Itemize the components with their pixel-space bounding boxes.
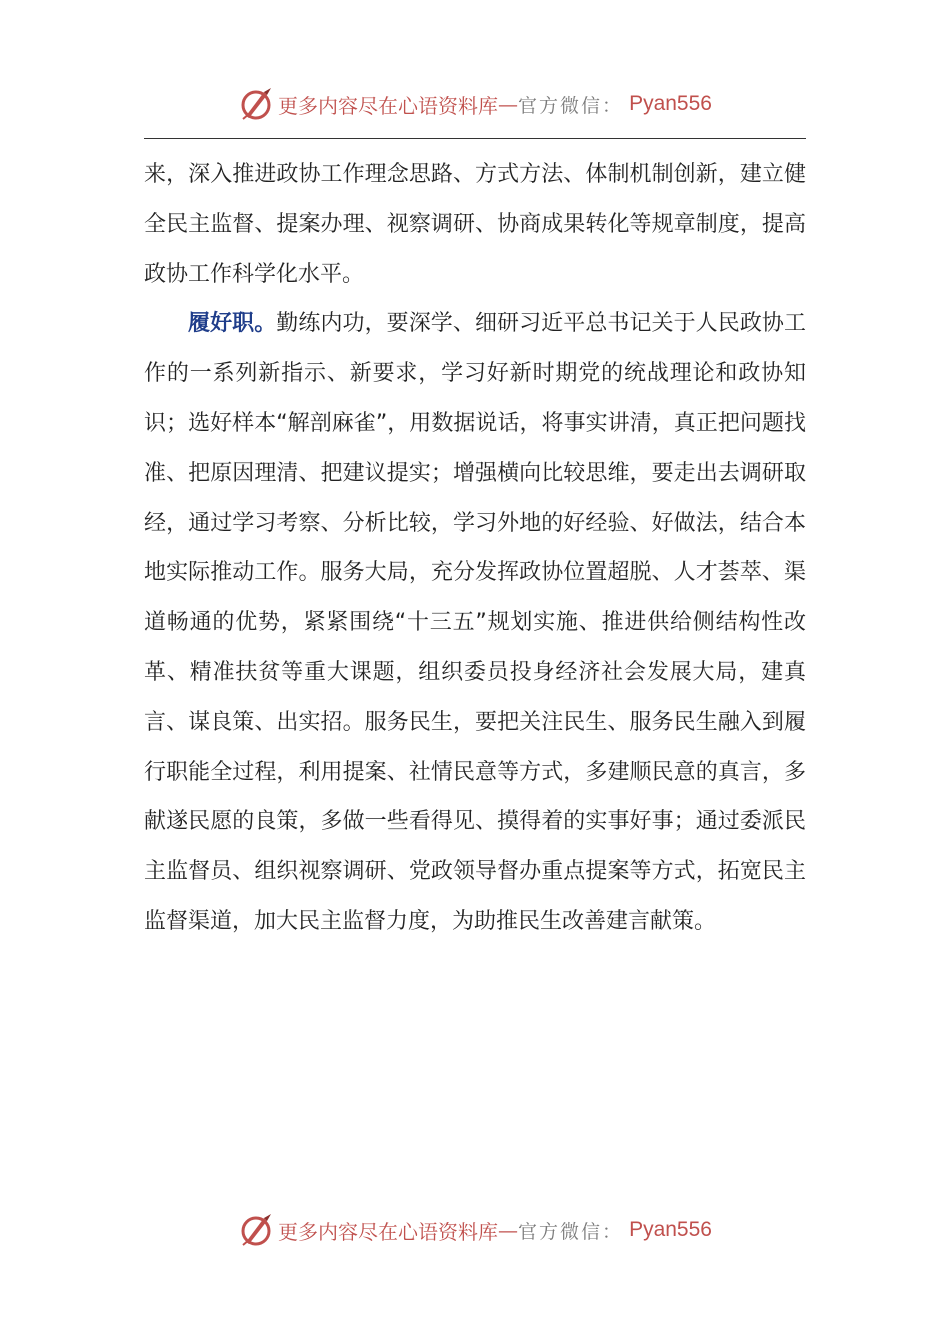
footer-banner: [0, 1210, 950, 1250]
header-wechat-id: Pyan556: [629, 92, 712, 115]
paragraph-2-body: 勤练内功，要深学、细研习近平总书记关于人民政协工作的一系列新指示、新要求，学习好新时期党的统战理论和政协知识；选好样本“解剖麻雀”，用数据说话，将事实讲清，真正把问题找准、把原因理清、把建议提实；增强横向比较思维，要走出去调研取经，通过学习考察、分析比较，学习外地的好经验、好做法，结合本地实际推动工作。服务大局，充分发挥政协位置超脱、人才荟萃、渠道畅通的优势，紧紧围绕“十三五”规划实施、推进供给侧结构性改革、精准扶贫等重大课题，组织委员投身经济社会发展大局，建真言、谋良策、出实招。服务民生，要把关注民生、服务民生融入到履行职能全过程，利用提案、社情民意等方式，多建顺民意的真言，多献遂民愿的良策，多做一些看得见、摸得着的实事好事；通过委派民主监督员、组织视察调研、党政领导督办重点提案等方式，拓宽民主监督渠道，加大民主监督力度，为助推民生改善建言献策。: [144, 311, 806, 934]
header-wechat-label: 官方微信: [518, 94, 603, 117]
footer-wechat-id: Pyan556: [629, 1218, 712, 1241]
paragraph-2-lead: 履好职。: [188, 311, 277, 337]
footer-site-text: 更多内容尽在心语资料库: [278, 1219, 499, 1244]
header-banner: [0, 84, 950, 124]
paragraph-2: [144, 299, 806, 946]
header-divider: [144, 138, 806, 139]
paragraph-1: 来，深入推进政协工作理念思路、方式方法、体制机制创新，建立健全民主监督、提案办理、视察调研、协商成果转化等规章制度，提高政协工作科学化水平。: [144, 162, 806, 287]
header-colon: ：: [602, 94, 622, 117]
quill-pen-circle-icon: [238, 1212, 274, 1248]
quill-pen-circle-icon: [238, 86, 274, 122]
header-separator: —: [498, 92, 519, 116]
footer-separator: —: [498, 1218, 519, 1242]
footer-wechat-label: 官方微信: [518, 1220, 603, 1243]
header-site-text: 更多内容尽在心语资料库: [278, 93, 499, 118]
footer-colon: ：: [602, 1220, 622, 1243]
document-body: [144, 150, 806, 947]
